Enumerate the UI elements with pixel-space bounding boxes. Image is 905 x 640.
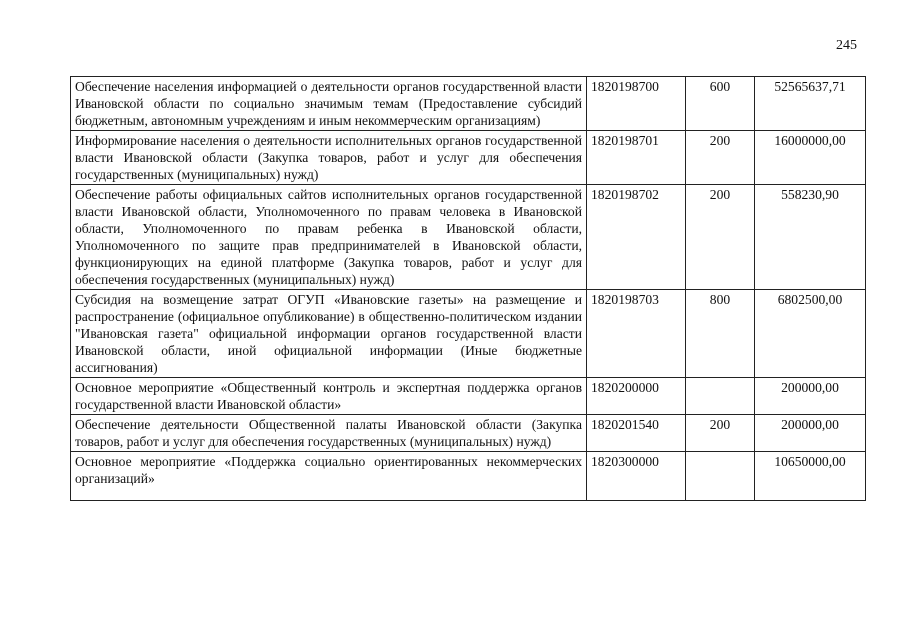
row-expense-type: 200 <box>686 415 755 452</box>
row-code: 1820198703 <box>587 290 686 378</box>
row-amount: 16000000,00 <box>755 131 866 185</box>
row-expense-type: 600 <box>686 77 755 131</box>
row-code: 1820198702 <box>587 185 686 290</box>
row-description: Основное мероприятие «Общественный контроль и экспертная поддержка органов государственной власти Ивановской области» <box>71 378 587 415</box>
row-description: Основное мероприятие «Поддержка социально ориентированных некоммерческих организаций» <box>71 452 587 501</box>
table-row <box>71 77 866 131</box>
row-description: Субсидия на возмещение затрат ОГУП «Ивановские газеты» на размещение и распространение (официальное опубликование) в общественно-политическом издании "Ивановская газета" официальной информации органов государственной власти Ивановской области, иной официальной информации (Иные бюджетные ассигнования) <box>71 290 587 378</box>
row-code: 1820300000 <box>587 452 686 501</box>
row-description: Обеспечение работы официальных сайтов исполнительных органов государственной власти Ивановской области, Уполномоченного по правам человека в Ивановской области, Уполномоченного по правам ребенка в Ивановской области, Уполномоченного по защите прав предпринимателей в Ивановской области, функционирующих на единой платформе (Закупка товаров, работ и услуг для обеспечения государственных (муниципальных) нужд) <box>71 185 587 290</box>
row-expense-type <box>686 452 755 501</box>
row-code: 1820198701 <box>587 131 686 185</box>
table-row <box>71 452 866 501</box>
row-expense-type: 800 <box>686 290 755 378</box>
row-code: 1820200000 <box>587 378 686 415</box>
row-amount: 10650000,00 <box>755 452 866 501</box>
row-expense-type: 200 <box>686 185 755 290</box>
table-row <box>71 415 866 452</box>
row-description: Обеспечение деятельности Общественной палаты Ивановской области (Закупка товаров, работ и услуг для обеспечения государственных (муниципальных) нужд) <box>71 415 587 452</box>
row-amount: 558230,90 <box>755 185 866 290</box>
row-amount: 200000,00 <box>755 378 866 415</box>
row-amount: 52565637,71 <box>755 77 866 131</box>
table-row <box>71 131 866 185</box>
table-row <box>71 290 866 378</box>
row-amount: 200000,00 <box>755 415 866 452</box>
row-expense-type: 200 <box>686 131 755 185</box>
row-code: 1820198700 <box>587 77 686 131</box>
table-row <box>71 378 866 415</box>
row-description: Информирование населения о деятельности исполнительных органов государственной власти Ивановской области (Закупка товаров, работ и услуг для обеспечения государственных (муниципальных) нужд) <box>71 131 587 185</box>
row-expense-type <box>686 378 755 415</box>
row-code: 1820201540 <box>587 415 686 452</box>
budget-table <box>70 76 866 501</box>
row-description: Обеспечение населения информацией о деятельности органов государственной власти Ивановской области по социально значимым темам (Предоставление субсидий бюджетным, автономным учреждениям и иным некоммерческим организациям) <box>71 77 587 131</box>
table-row <box>71 185 866 290</box>
row-amount: 6802500,00 <box>755 290 866 378</box>
page-number: 245 <box>836 38 857 53</box>
